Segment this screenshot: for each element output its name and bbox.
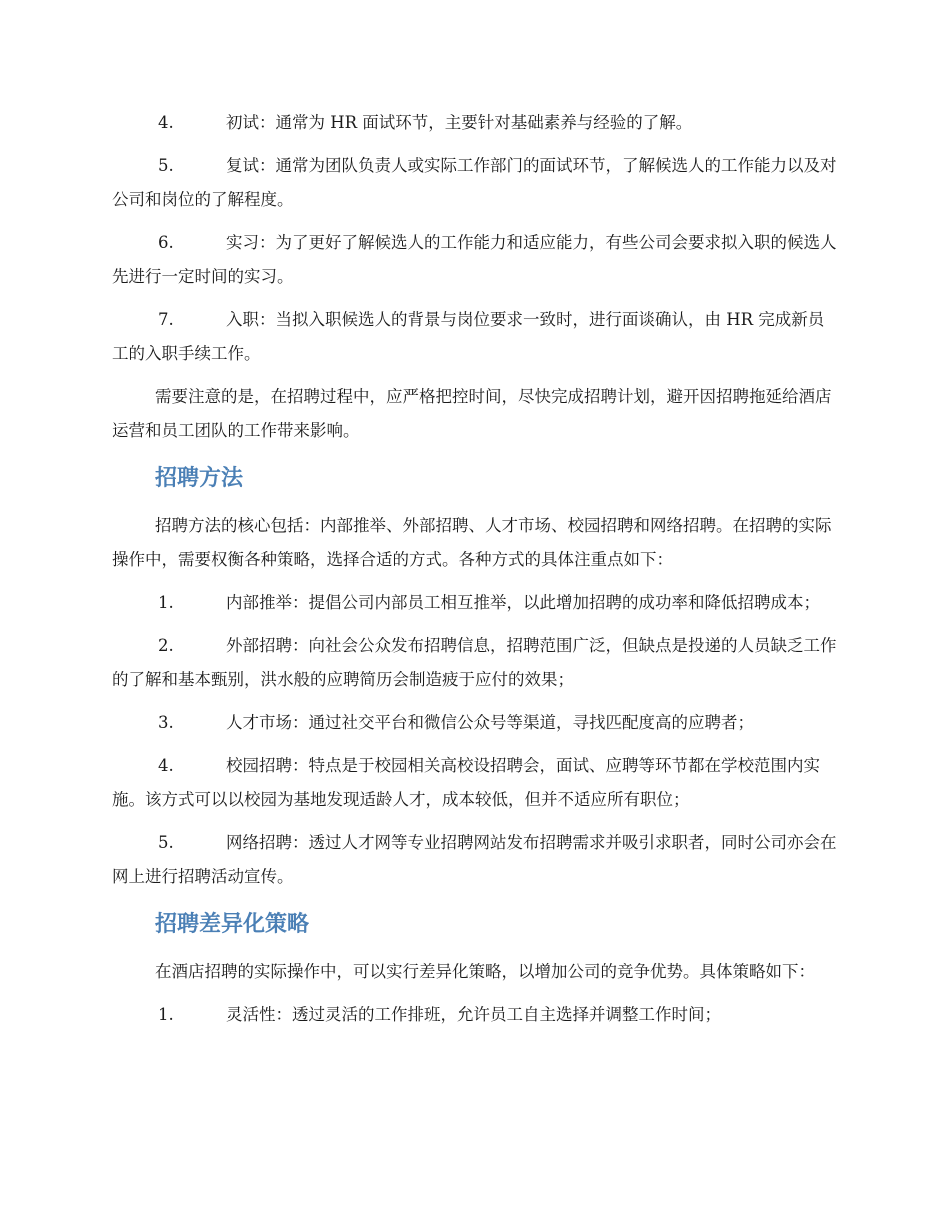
document-body xyxy=(112,106,838,1041)
list-number: 5. xyxy=(158,833,174,852)
list-text: 入职：当拟入职候选人的背景与岗位要求一致时，进行面谈确认，由 HR 完成新员工的入职手续工作。 xyxy=(112,310,825,363)
list-item xyxy=(112,226,838,294)
section-heading-methods: 招聘方法 xyxy=(155,466,244,491)
section-heading-strategy: 招聘差异化策略 xyxy=(155,912,310,937)
section-intro: 在酒店招聘的实际操作中，可以实行差异化策略，以增加公司的竞争优势。具体策略如下： xyxy=(155,962,815,981)
list-text: 网络招聘：透过人才网等专业招聘网站发布招聘需求并吸引求职者，同时公司亦会在网上进行招聘活动宣传。 xyxy=(112,833,837,886)
list-text: 实习：为了更好了解候选人的工作能力和适应能力，有些公司会要求拟入职的候选人先进行一定时间的实习。 xyxy=(112,233,837,286)
list-item xyxy=(112,749,838,817)
list-number: 1. xyxy=(158,593,174,612)
list-number: 6. xyxy=(158,233,174,252)
list-number: 5. xyxy=(158,156,174,175)
list-item xyxy=(112,106,838,140)
list-text: 外部招聘：向社会公众发布招聘信息，招聘范围广泛，但缺点是投递的人员缺乏工作的了解和基本甄别，洪水般的应聘简历会制造疲于应付的效果； xyxy=(112,636,837,689)
list-number: 4. xyxy=(158,113,174,132)
list-text: 校园招聘：特点是于校园相关高校设招聘会，面试、应聘等环节都在学校范围内实施。该方式可以以校园为基地发现适龄人才，成本较低，但并不适应所有职位； xyxy=(112,756,820,809)
list-text: 内部推举：提倡公司内部员工相互推举，以此增加招聘的成功率和降低招聘成本； xyxy=(226,593,820,612)
list-text: 初试：通常为 HR 面试环节，主要针对基础素养与经验的了解。 xyxy=(226,113,693,132)
list-number: 4. xyxy=(158,756,174,775)
list-item xyxy=(112,303,838,371)
section-intro: 招聘方法的核心包括：内部推举、外部招聘、人才市场、校园招聘和网络招聘。在招聘的实际操作中，需要权衡各种策略，选择合适的方式。各种方式的具体注重点如下： xyxy=(112,516,832,569)
list-item xyxy=(112,998,838,1032)
list-number: 1. xyxy=(158,1005,174,1024)
list-text: 灵活性：透过灵活的工作排班，允许员工自主选择并调整工作时间； xyxy=(226,1005,721,1024)
list-number: 7. xyxy=(158,310,174,329)
list-item xyxy=(112,629,838,697)
list-number: 3. xyxy=(158,713,174,732)
list-number: 2. xyxy=(158,636,174,655)
note-paragraph: 需要注意的是，在招聘过程中，应严格把控时间，尽快完成招聘计划，避开因招聘拖延给酒店运营和员工团队的工作带来影响。 xyxy=(112,387,832,440)
list-text: 复试：通常为团队负责人或实际工作部门的面试环节，了解候选人的工作能力以及对公司和岗位的了解程度。 xyxy=(112,156,837,209)
list-text: 人才市场：通过社交平台和微信公众号等渠道，寻找匹配度高的应聘者； xyxy=(226,713,754,732)
list-item xyxy=(112,149,838,217)
list-item xyxy=(112,586,838,620)
list-item xyxy=(112,706,838,740)
list-item xyxy=(112,826,838,894)
